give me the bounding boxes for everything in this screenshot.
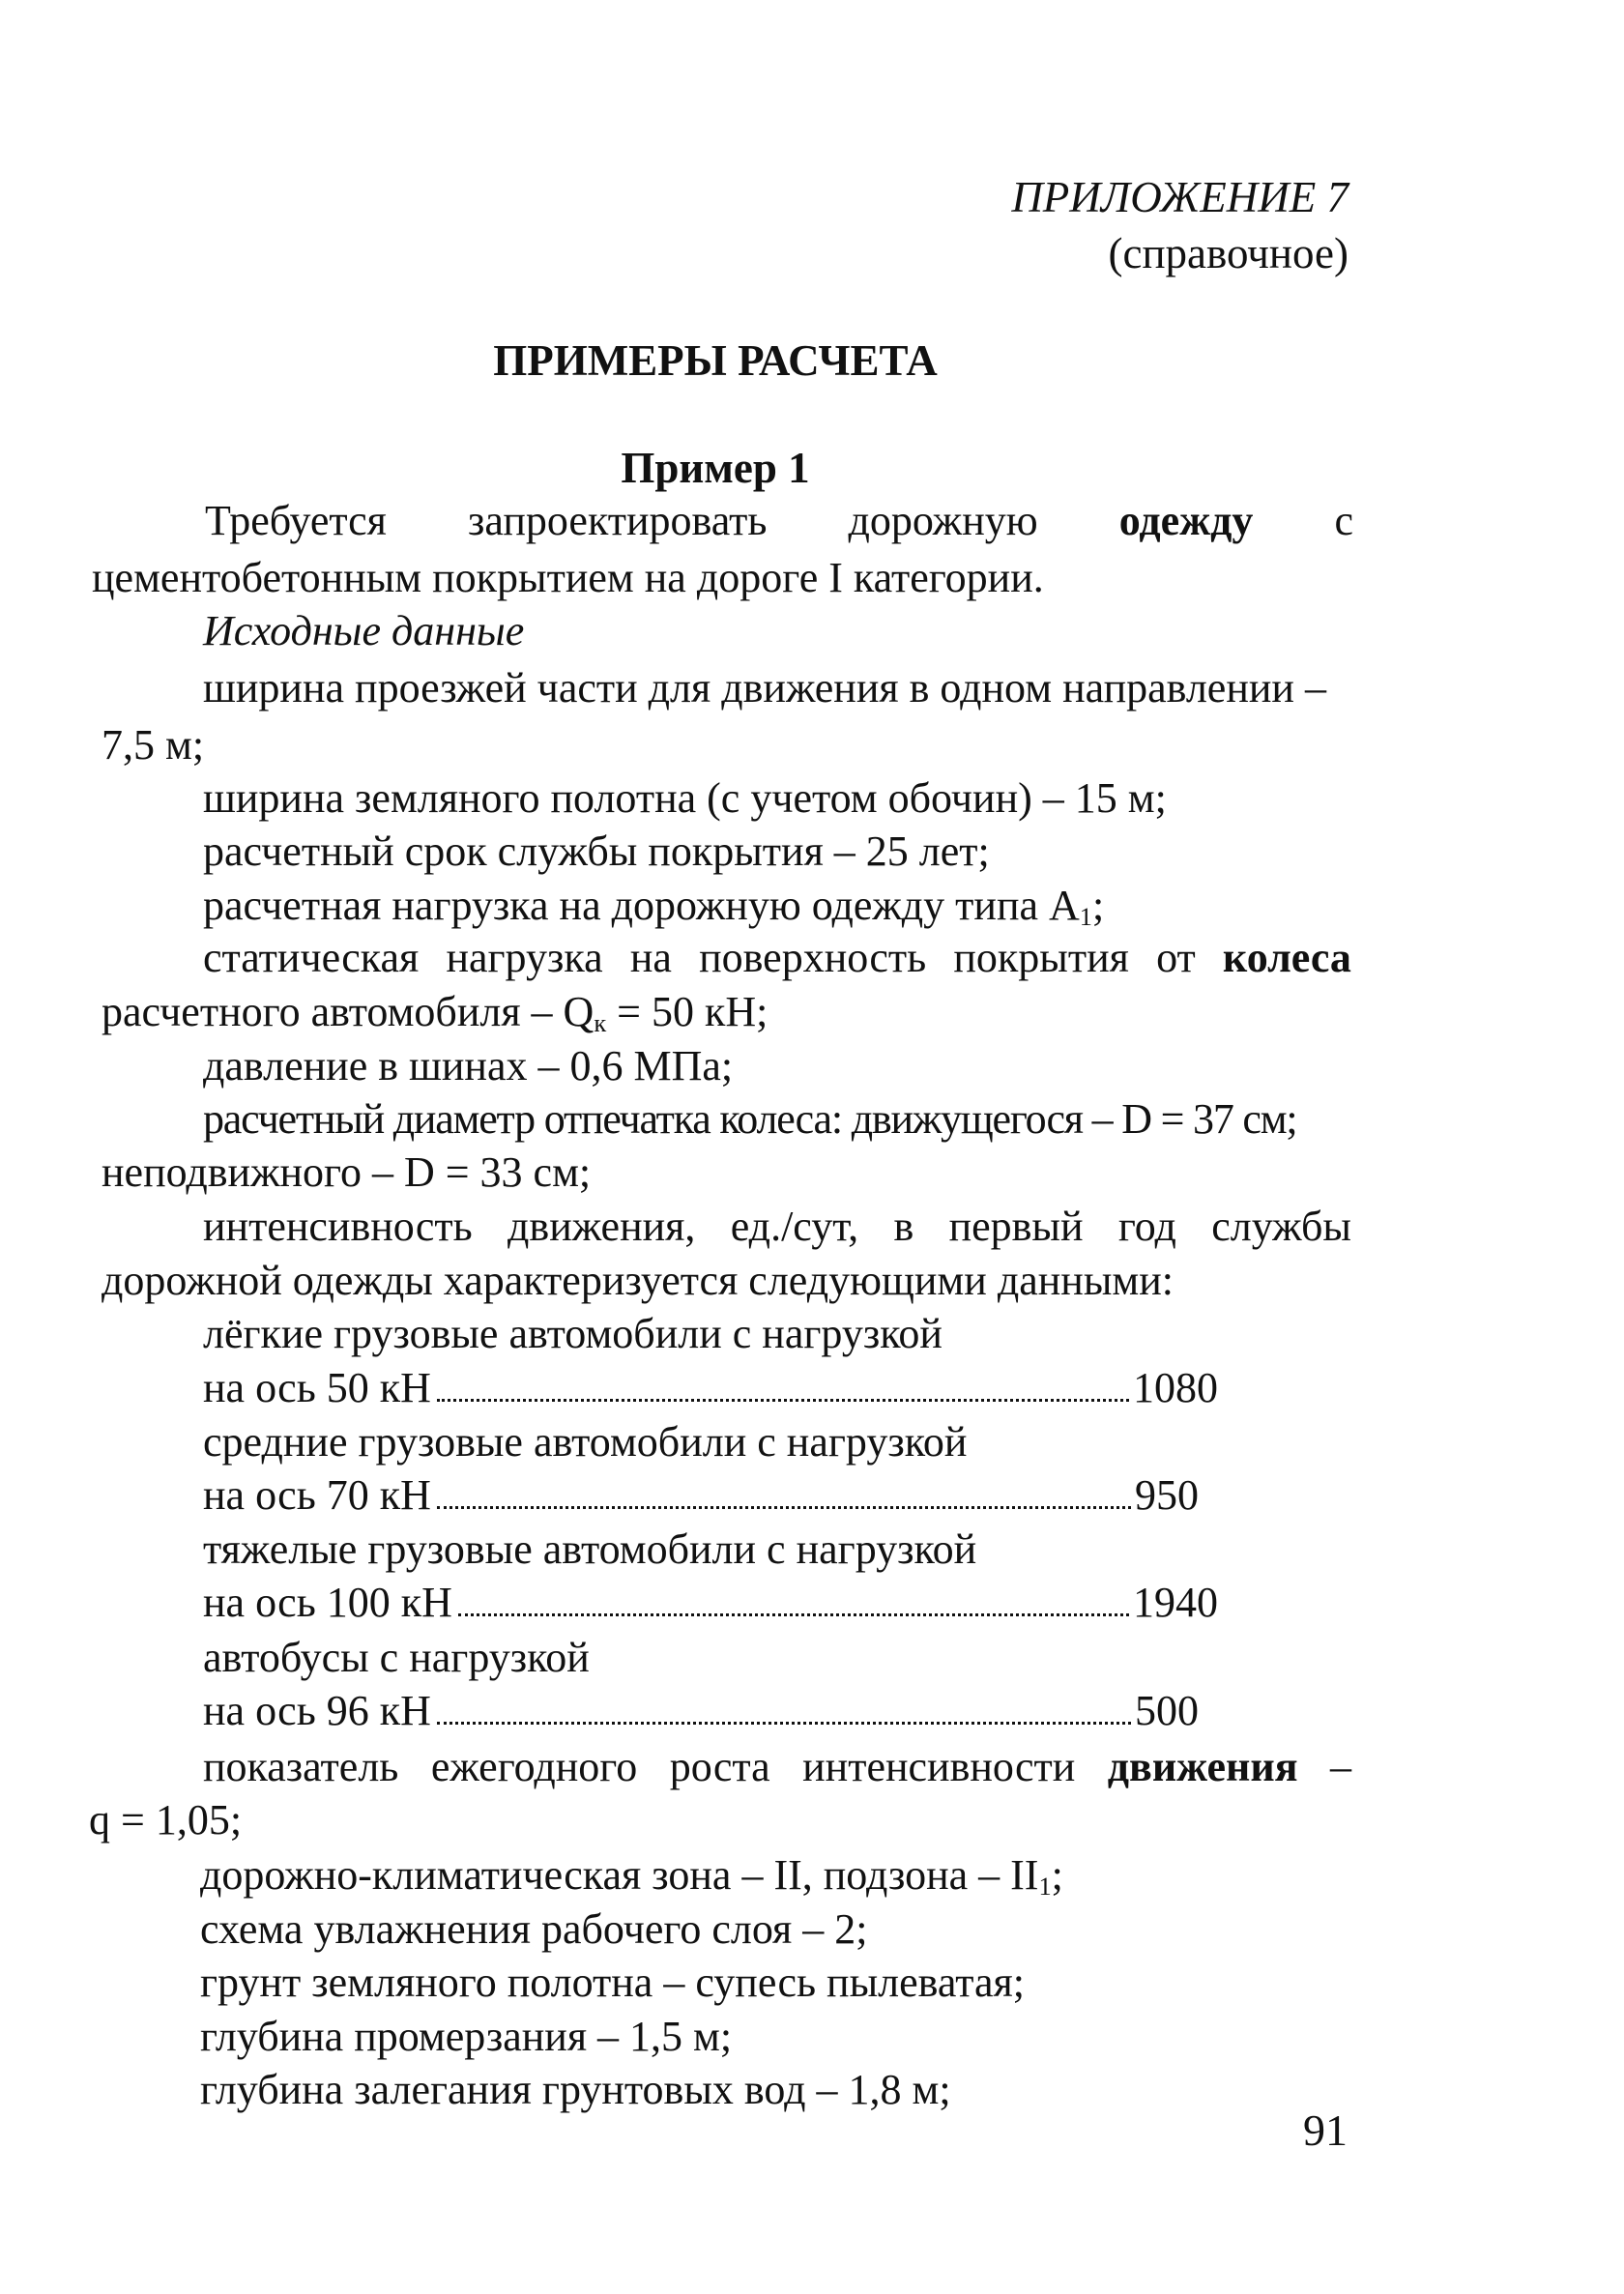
dot-leader <box>437 1721 1131 1725</box>
static-load-word: нагрузка <box>446 934 603 981</box>
static-load-word: статическая <box>203 934 420 981</box>
static-load-word: покрытия <box>953 934 1129 981</box>
intensity-word: службы <box>1211 1203 1351 1250</box>
page-number: 91 <box>1303 2105 1348 2155</box>
static-load-value: = 50 кН; <box>606 988 768 1035</box>
traffic-value: 1940 <box>1133 1579 1218 1626</box>
traffic-category-row <box>203 1363 1218 1413</box>
param-groundwater-depth: глубина залегания грунтовых вод – 1,8 м; <box>200 2066 951 2113</box>
climate-zone-text: дорожно-климатическая зона – II, подзона – II <box>200 1851 1039 1899</box>
growth-word: показатель <box>203 1743 399 1790</box>
traffic-value: 950 <box>1135 1471 1199 1519</box>
intro-word: одежду <box>1118 497 1254 544</box>
static-load-word: колеса <box>1222 934 1351 981</box>
traffic-category-row <box>203 1578 1218 1628</box>
param-intensity-cont: дорожной одежды характеризуется следующими данными: <box>102 1257 1174 1304</box>
param-service-life: расчетный срок службы покрытия – 25 лет; <box>203 828 990 875</box>
growth-word: – <box>1330 1743 1351 1790</box>
load-type-suffix: ; <box>1092 882 1105 929</box>
traffic-category-name: средние грузовые автомобили с нагрузкой <box>203 1418 968 1466</box>
param-growth-rate-cont: q = 1,05; <box>89 1796 243 1844</box>
growth-word: движения <box>1107 1743 1298 1790</box>
param-static-load-cont <box>102 987 768 1037</box>
traffic-category-row <box>203 1686 1199 1736</box>
param-diameter-cont: неподвижного – D = 33 см; <box>102 1148 592 1196</box>
growth-word: интенсивности <box>802 1743 1076 1790</box>
growth-word: ежегодного <box>430 1743 638 1790</box>
param-growth-rate <box>203 1742 1351 1792</box>
growth-word: роста <box>669 1743 770 1790</box>
intro-word: Требуется <box>205 497 387 544</box>
param-moisture-scheme: схема увлажнения рабочего слоя – 2; <box>200 1905 868 1953</box>
static-load-text: расчетного автомобиля – Q <box>102 988 594 1035</box>
intro-word: с <box>1334 497 1353 544</box>
climate-zone-suffix: ; <box>1051 1851 1063 1899</box>
example-heading: Пример 1 <box>621 444 810 492</box>
intro-word: запроектировать <box>468 497 768 544</box>
traffic-category-name: автобусы с нагрузкой <box>203 1634 590 1681</box>
param-tire-pressure: давление в шинах – 0,6 МПа; <box>203 1042 734 1089</box>
dot-leader <box>437 1398 1129 1402</box>
initial-data-heading: Исходные данные <box>203 607 525 654</box>
traffic-category-name: тяжелые грузовые автомобили с нагрузкой <box>203 1525 977 1573</box>
intensity-word: в <box>893 1203 914 1250</box>
intensity-word: интенсивность <box>203 1203 473 1250</box>
param-frost-depth: глубина промерзания – 1,5 м; <box>200 2013 733 2060</box>
traffic-value: 500 <box>1135 1687 1199 1734</box>
static-load-word: на <box>629 934 672 981</box>
param-climate-zone <box>200 1850 1063 1901</box>
climate-zone-subscript: 1 <box>1038 1872 1052 1901</box>
appendix-note: (справочное) <box>1108 229 1348 277</box>
param-lane-width-cont: 7,5 м; <box>102 721 205 769</box>
param-load-type <box>203 881 1104 931</box>
param-diameter: расчетный диаметр отпечатка колеса: движущегося – D = 37 см; <box>203 1095 1297 1143</box>
param-soil: грунт земляного полотна – супесь пылеватая; <box>200 1959 1025 2006</box>
param-lane-width: ширина проезжей части для движения в одном направлении – <box>203 664 1326 711</box>
load-type-text: расчетная нагрузка на дорожную одежду типа А <box>203 882 1080 929</box>
traffic-value: 1080 <box>1133 1364 1218 1411</box>
traffic-axle-load: на ось 50 кН <box>203 1364 431 1411</box>
intro-line-2: цементобетонным покрытием на дороге I категории. <box>92 554 1044 601</box>
param-intensity <box>203 1202 1351 1252</box>
dot-leader <box>458 1612 1129 1616</box>
intro-word: дорожную <box>848 497 1038 544</box>
intro-line-1 <box>205 496 1353 546</box>
param-subgrade-width: ширина земляного полотна (с учетом обочин) – 15 м; <box>203 774 1167 822</box>
static-load-subscript: к <box>594 1008 607 1037</box>
traffic-category-name: лёгкие грузовые автомобили с нагрузкой <box>203 1310 942 1357</box>
intensity-word: движения, <box>508 1203 696 1250</box>
traffic-axle-load: на ось 70 кН <box>203 1471 431 1519</box>
intensity-word: год <box>1117 1203 1176 1250</box>
intensity-word: ед./сут, <box>730 1203 859 1250</box>
dot-leader <box>437 1505 1131 1509</box>
page-title: ПРИМЕРЫ РАСЧЕТА <box>493 336 938 385</box>
appendix-label: ПРИЛОЖЕНИЕ 7 <box>1011 173 1348 221</box>
param-static-load <box>203 933 1351 983</box>
static-load-word: поверхность <box>699 934 927 981</box>
traffic-category-row <box>203 1470 1199 1521</box>
intensity-word: первый <box>948 1203 1084 1250</box>
static-load-word: от <box>1156 934 1196 981</box>
traffic-axle-load: на ось 100 кН <box>203 1579 452 1626</box>
traffic-axle-load: на ось 96 кН <box>203 1687 431 1734</box>
load-type-subscript: 1 <box>1079 902 1092 931</box>
